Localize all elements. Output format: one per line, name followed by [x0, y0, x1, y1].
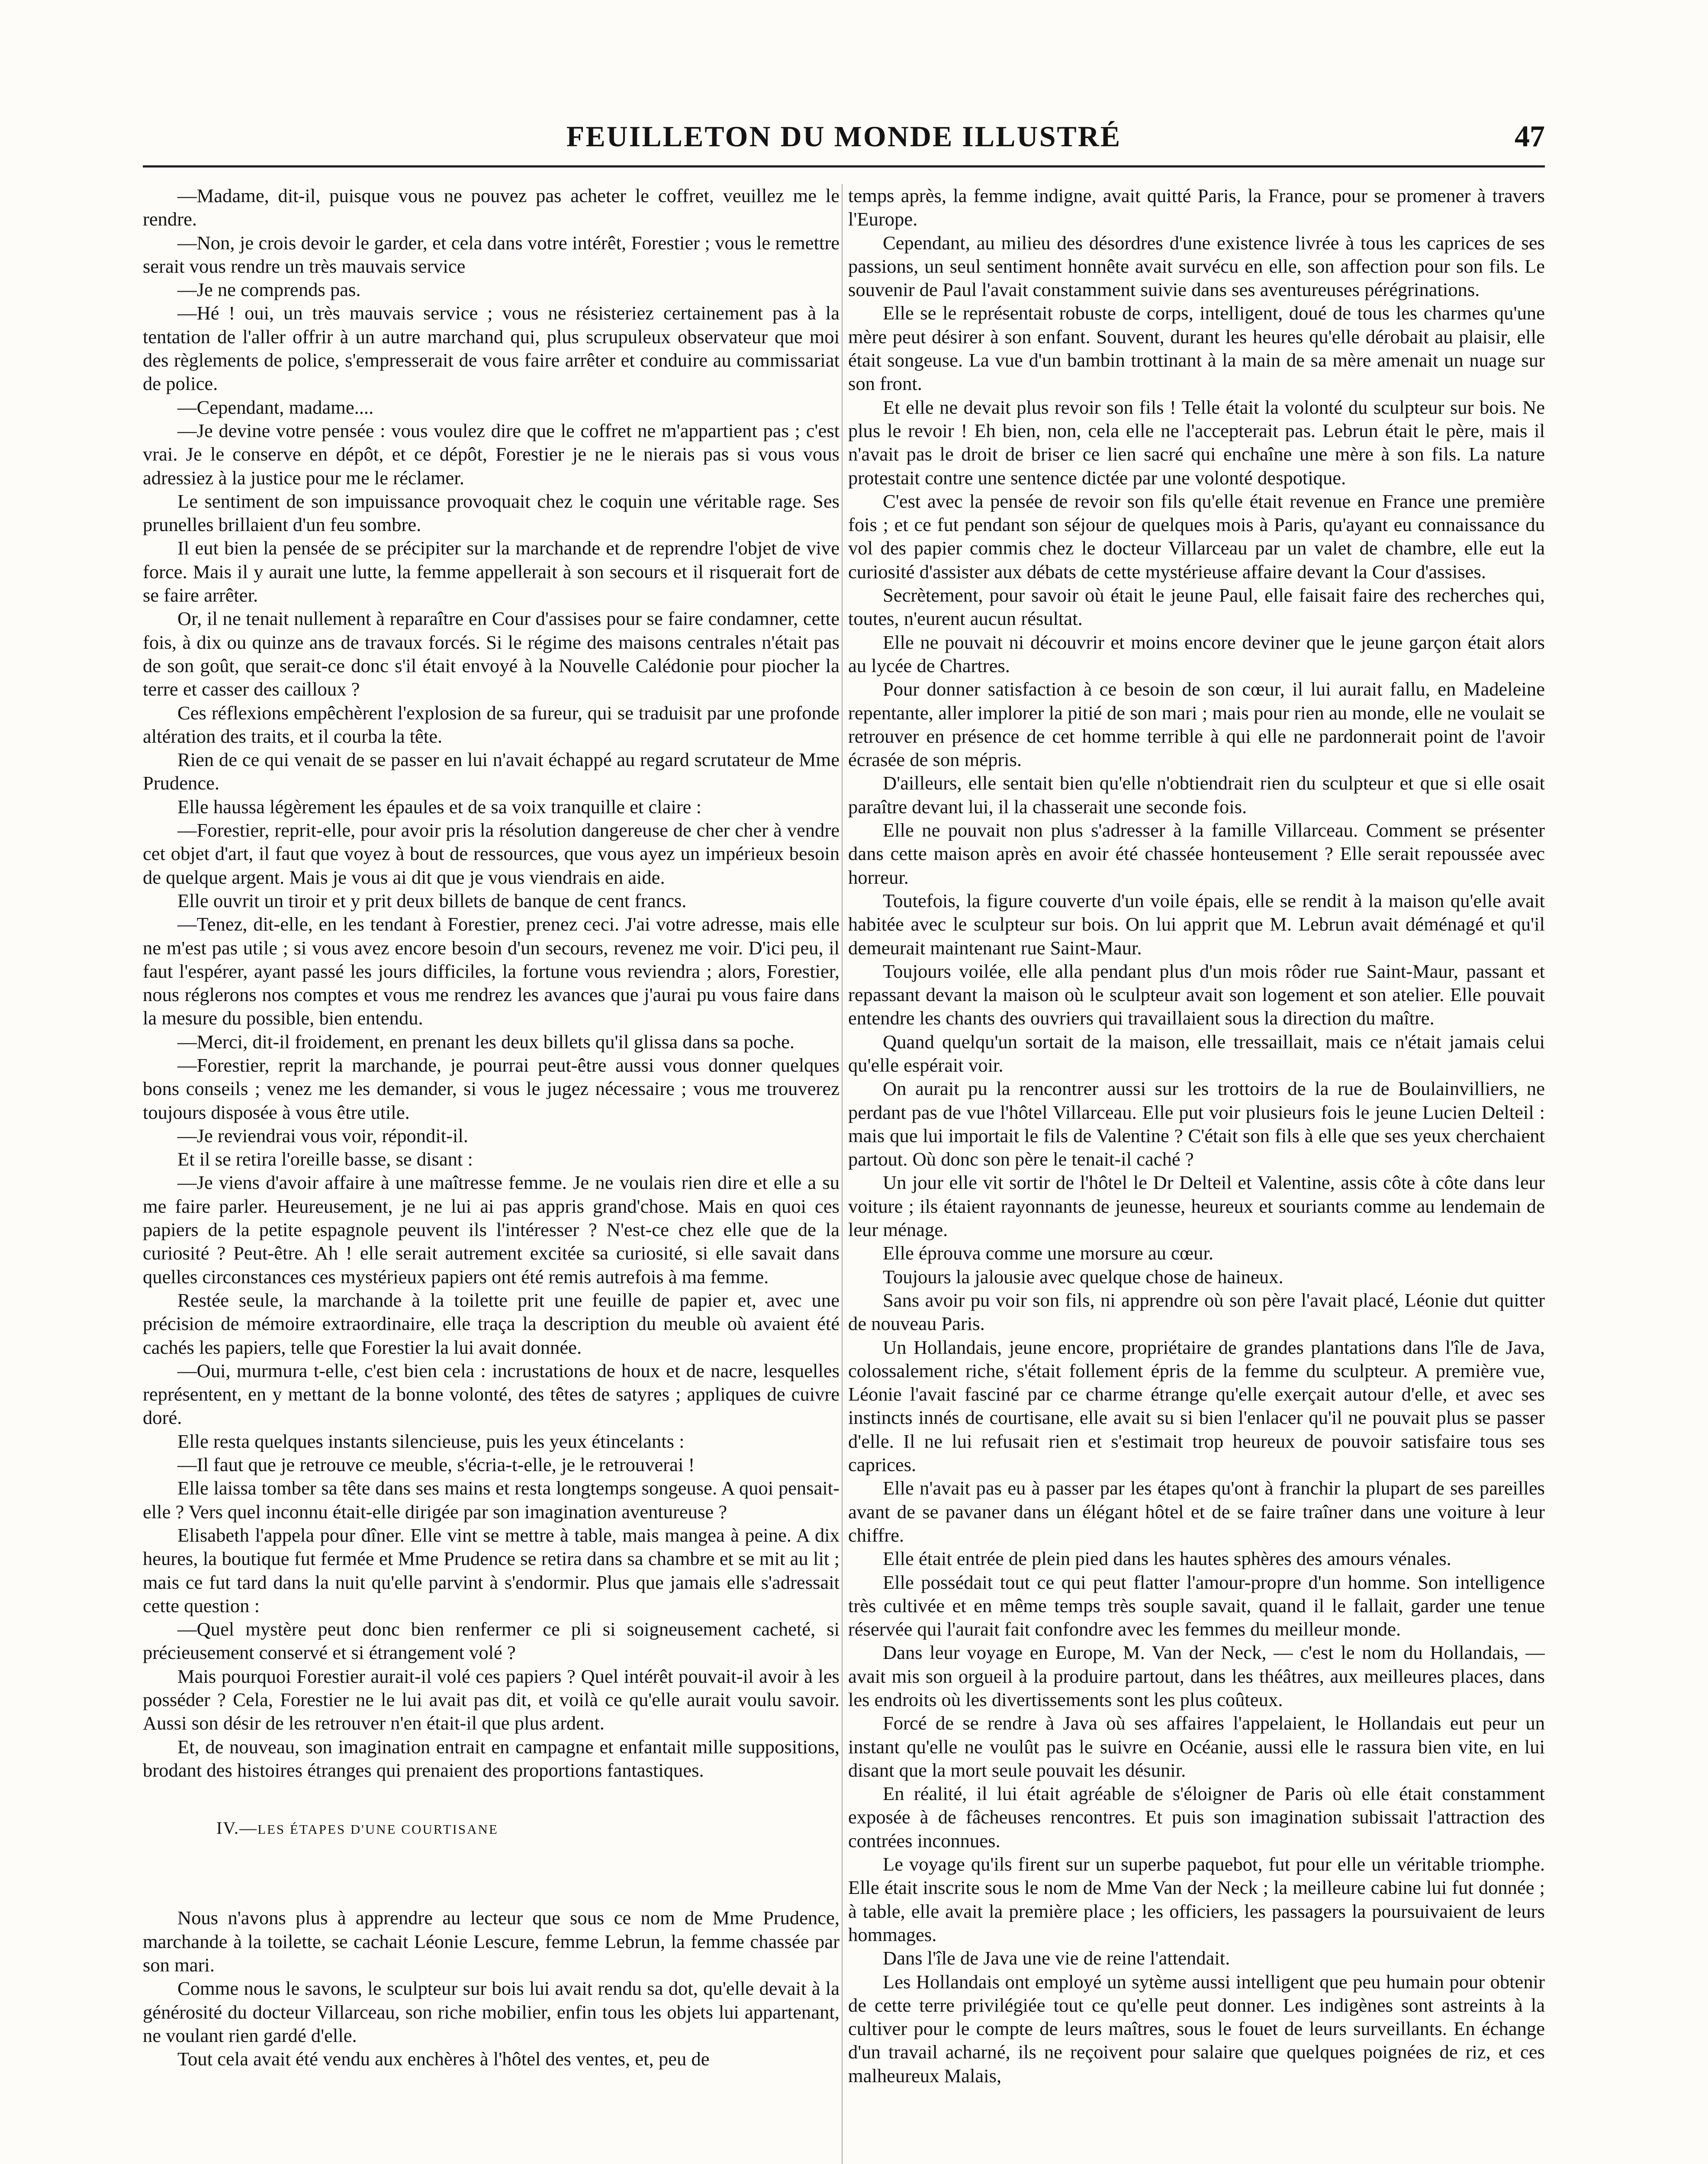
paragraph: —Je reviendrai vous voir, répondit-il. — [177, 1124, 468, 1146]
column-divider — [842, 184, 843, 2164]
paragraph: —Je devine votre pensée : vous voulez dire que le coffret ne m'appartient pas ; c'est vrai. Je le conserve en dépôt, et ce dépôt, Forestier je ne le nierais pas si vous vous adressiez à la justice pour me le réclamer. — [143, 419, 840, 489]
paragraph: Quand quelqu'un sortait de la maison, elle tressaillait, mais ce n'était jamais celui qu'elle espérait voir. — [848, 1030, 1545, 1076]
paragraph: Sans avoir pu voir son fils, ni apprendre où son père l'avait placé, Léonie dut quitter de nouveau Paris. — [848, 1289, 1545, 1335]
paragraph: Elle était entrée de plein pied dans les hautes sphères des amours vénales. — [883, 1548, 1451, 1570]
paragraph: Toujours voilée, elle alla pendant plus d'un mois rôder rue Saint-Maur, passant et repassant devant la maison où le sculpteur avait son logement et son atelier. Elle pouvait entendre les chants des ouvriers qui travaillaient sous la direction du maître. — [848, 960, 1545, 1029]
paragraph: —Hé ! oui, un très mauvais service ; vous ne résisteriez certainement pas à la tentation de l'aller offrir à un autre marchand qui, plus scrupuleux observateur que moi des règlements de police, s'empresserait de vous faire arrêter et conduire au commissariat de police. — [143, 302, 840, 395]
paragraph: Elle éprouva comme une morsure au cœur. — [883, 1242, 1214, 1264]
paragraph: —Forestier, reprit-elle, pour avoir pris la résolution dangereuse de cher cher à vendre cet objet d'art, il faut que voyez à bout de ressources, que vous ayez un impérieux besoin de quelque argent. Mais je vous ai dit que je vous viendrais en aide. — [143, 819, 840, 888]
paragraph: Tout cela avait été vendu aux enchères à l'hôtel des ventes, et, peu de — [177, 2048, 710, 2070]
right-column-text — [848, 231, 1545, 2087]
paragraph: Un Hollandais, jeune encore, propriétaire de grandes plantations dans l'île de Java, colossalement riche, s'était follement épris de la femme du sculpteur. A première vue, Léonie l'avait fasciné par ce charme étrange qu'elle exerçait autour d'elle, et avec ses instincts innés de courtisane, elle avait su si bien l'enlacer qu'il ne pouvait plus se passer d'elle. Il ne lui refusait rien et s'estimait trop heureux de pouvoir satisfaire tous ses caprices. — [848, 1336, 1545, 1476]
paragraph: Le sentiment de son impuissance provoquait chez le coquin une véritable rage. Ses prunelles brillaient d'un feu sombre. — [143, 490, 840, 536]
page-number: 47 — [1515, 120, 1545, 153]
paragraph: Elle n'avait pas eu à passer par les étapes qu'ont à franchir la plupart de ses pareilles avant de se pavaner dans un élégant hôtel et de se faire traîner dans une voiture à leur chiffre. — [848, 1477, 1545, 1546]
paragraph: —Forestier, reprit la marchande, je pourrai peut-être aussi vous donner quelques bons conseils ; venez me les demander, si vous le jugez nécessaire ; vous me trouverez toujours disposée à vous être utile. — [143, 1054, 840, 1123]
paragraph: Elle ouvrit un tiroir et y prit deux billets de banque de cent francs. — [177, 889, 687, 911]
paragraph: Elle se le représentait robuste de corps, intelligent, doué de tous les charmes qu'une mère peut désirer à son enfant. Souvent, durant les heures qu'elle dérobait au plaisir, elle était songeuse. La vue d'un bambin trottinant à la main de sa mère amenait un nuage sur son front. — [848, 302, 1545, 395]
paragraph: Dans leur voyage en Europe, M. Van der Neck, — c'est le nom du Hollandais, — avait mis son orgueil à la produire partout, dans les théâtres, aux meilleures places, dans les endroits où les divertissements sont les plus coûteux. — [848, 1642, 1545, 1710]
paragraph: —Tenez, dit-elle, en les tendant à Forestier, prenez ceci. J'ai votre adresse, mais elle ne m'est pas utile ; si vous avez encore besoin d'un secours, revenez me voir. D'ici peu, il faut l'espérer, ayant passé les jours difficiles, la fortune vous reviendra ; alors, Forestier, nous réglerons nos comptes et vous me rendrez les avances que j'aurai pu vous faire dans la mesure du possible, bien entendu. — [143, 913, 840, 1029]
paragraph: Elle possédait tout ce qui peut flatter l'amour-propre d'un homme. Son intelligence très cultivée et en même temps très souple savait, quand il le fallait, garder une tenue réservée qui l'aurait fait confondre avec les femmes du meilleur monde. — [848, 1571, 1545, 1640]
right-column — [848, 184, 1545, 2164]
paragraph: Elisabeth l'appela pour dîner. Elle vint se mettre à table, mais mangea à peine. A dix heures, la boutique fut fermée et Mme Prudence se retira dans sa chambre et se mit au lit ; mais ce fut tard dans la nuit qu'elle parvint à s'endormir. Plus que jamais elle s'adressait cette question : — [143, 1524, 840, 1617]
paragraph: D'ailleurs, elle sentait bien qu'elle n'obtiendrait rien du sculpteur et que si elle osait paraître devant lui, il la chasserait une seconde fois. — [848, 772, 1545, 818]
paragraph: C'est avec la pensée de revoir son fils qu'elle était revenue en France une première fois ; et ce fut pendant son séjour de quelques mois à Paris, qu'ayant eu connaissance du vol des papier commis chez le docteur Villarceau par un valet de chambre, elle eut la curiosité d'assister aux débats de cette mystérieuse affaire devant la Cour d'assises. — [848, 490, 1545, 583]
paragraph: —Je viens d'avoir affaire à une maîtresse femme. Je ne voulais rien dire et elle a su me faire parler. Heureusement, je ne lui ai pas appris grand'chose. Mais en quoi ces papiers de la petite espagnole peuvent ils l'intéresser ? N'est-ce chez elle que de la curiosité ? Peut-être. Ah ! elle serait autrement excitée sa curiosité, si elle savait dans quelles circonstances ces mystérieux papiers ont été remis autrefois à ma femme. — [143, 1172, 840, 1288]
paragraph: Elle ne pouvait ni découvrir et moins encore deviner que le jeune garçon était alors au lycée de Chartres. — [848, 631, 1545, 676]
paragraph: Il eut bien la pensée de se précipiter sur la marchande et de reprendre l'objet de vive force. Mais il y aurait une lutte, la femme appellerait à son secours et il risquerait fort de se faire arrêter. — [143, 537, 840, 606]
page-header-title: FEUILLETON DU MONDE ILLUSTRÉ — [566, 120, 1122, 153]
paragraph: Elle resta quelques instants silencieuse, puis les yeux étincelants : — [177, 1430, 685, 1452]
paragraph: Forcé de se rendre à Java où ses affaires l'appelaient, le Hollandais eut peur un instant qu'elle ne voulût pas le suivre en Océanie, aussi elle le rassura bien vite, en lui disant que la mort seule pouvait les désunir. — [848, 1712, 1545, 1781]
paragraph: Elle haussa légèrement les épaules et de sa voix tranquille et claire : — [177, 795, 701, 818]
paragraph: On aurait pu la rencontrer aussi sur les trottoirs de la rue de Boulainvilliers, ne perdant pas de vue l'hôtel Villarceau. Elle put voir plusieurs fois le jeune Lucien Delteil : mais que lui importait le fils de Valentine ? C'était son fils à elle que ses yeux cherchaient partout. Où donc son père le tenait-il caché ? — [848, 1078, 1545, 1170]
paragraph: Restée seule, la marchande à la toilette prit une feuille de papier et, avec une précision de mémoire extraordinaire, elle traça la description du meuble où avaient été cachés les papiers, telle que Forestier la lui avait donnée. — [143, 1289, 840, 1358]
paragraph: Comme nous le savons, le sculpteur sur bois lui avait rendu sa dot, qu'elle devait à la générosité du docteur Villarceau, son riche mobilier, enfin tous les objets lui appartenant, ne voulant rien gardé d'elle. — [143, 1977, 840, 2046]
paragraph: —Quel mystère peut donc bien renfermer ce pli si soigneusement cacheté, si précieusement conservé et si étrangement volé ? — [143, 1618, 840, 1664]
paragraph: Et, de nouveau, son imagination entrait en campagne et enfantait mille suppositions, brodant des histoires étranges qui prenaient des proportions fantastiques. — [143, 1736, 840, 1781]
paragraph: Et il se retira l'oreille basse, se disant : — [177, 1148, 473, 1170]
paragraph: Elle laissa tomber sa tête dans ses mains et resta longtemps songeuse. A quoi pensait-elle ? Vers quel inconnu était-elle dirigée par son imagination aventureuse ? — [143, 1477, 840, 1523]
paragraph: —Merci, dit-il froidement, en prenant les deux billets qu'il glissa dans sa poche. — [177, 1030, 795, 1053]
paragraph: Rien de ce qui venait de se passer en lui n'avait échappé au regard scrutateur de Mme Prudence. — [143, 749, 840, 794]
paragraph: Or, il ne tenait nullement à reparaître en Cour d'assises pour se faire condamner, cette fois, à dix ou quinze ans de travaux forcés. Si le régime des maisons centrales n'était pas de son goût, que serait-ce donc s'il était envoyé à la Nouvelle Calédonie pour piocher la terre et casser des cailloux ? — [143, 608, 840, 700]
paragraph: —Je ne comprends pas. — [177, 279, 361, 301]
paragraph: —Non, je crois devoir le garder, et cela dans votre intérêt, Forestier ; vous le remettre serait vous rendre un très mauvais service — [143, 232, 840, 277]
paragraph: —Cependant, madame.... — [177, 396, 374, 418]
paragraph: Ces réflexions empêchèrent l'explosion de sa fureur, qui se traduisit par une profonde altération des traits, et il courba la tête. — [143, 702, 840, 747]
paragraph: Secrètement, pour savoir où était le jeune Paul, elle faisait faire des recherches qui, toutes, n'eurent aucun résultat. — [848, 584, 1545, 630]
paragraph: Toujours la jalousie avec quelque chose de haineux. — [883, 1266, 1283, 1288]
section-heading — [143, 1816, 840, 1841]
paragraph: Pour donner satisfaction à ce besoin de son cœur, il lui aurait fallu, en Madeleine repentante, aller implorer la pitié de son mari ; mais pour rien au monde, elle ne voulait se retrouver en présence de cet homme terrible à qui elle ne pardonnerait point de l'avoir écrasée de son mépris. — [848, 678, 1545, 771]
left-column-text-after — [143, 1906, 840, 2071]
paragraph: Elle ne pouvait non plus s'adresser à la famille Villarceau. Comment se présenter dans cette maison après en avoir été chassée honteusement ? Elle serait repoussée avec horreur. — [848, 819, 1545, 888]
paragraph: Cependant, au milieu des désordres d'une existence livrée à tous les caprices de ses passions, un seul sentiment honnête avait survécu en elle, son affection pour son fils. Le souvenir de Paul l'avait constamment suivie dans ses aventureuses pérégrinations. — [848, 232, 1545, 301]
paragraph: —Oui, murmura t-elle, c'est bien cela : incrustations de houx et de nacre, lesquelles représentent, en y mettant de la bonne volonté, des têtes de satyres ; appliques de cuivre doré. — [143, 1359, 840, 1429]
paragraph: Et elle ne devait plus revoir son fils ! Telle était la volonté du sculpteur sur bois. Ne plus le revoir ! Eh bien, non, cela elle ne l'accepterait pas. Lebrun était le père, mais il n'avait pas le droit de briser ce lien sacré qui enchaîne une mère à son fils. La nature protestait contre une sentence dictée par une volonté despotique. — [848, 396, 1545, 489]
paragraph: —Madame, dit-il, puisque vous ne pouvez pas acheter le coffret, veuillez me le rendre. — [143, 185, 840, 230]
paragraph: Les Hollandais ont employé un sytème aussi intelligent que peu humain pour obtenir de cette terre privilégiée tout ce qu'elle peut donner. Les indigènes sont astreints à la cultiver pour le compte de leurs maîtres, sous le fouet de leurs surveillants. En échange d'un travail acharné, ils ne reçoivent pour salaire que quelques poignées de riz, et ces malheureux Malais, — [848, 1971, 1545, 2087]
paragraph: Mais pourquoi Forestier aurait-il volé ces papiers ? Quel intérêt pouvait-il avoir à les posséder ? Cela, Forestier ne le lui avait pas dit, et voilà ce qu'elle aurait voulu savoir. Aussi son désir de les retrouver n'en était-il que plus ardent. — [143, 1665, 840, 1734]
continued-paragraph: temps après, la femme indigne, avait quitté Paris, la France, pour se promener à travers l'Europe. — [848, 185, 1545, 230]
paragraph: Toutefois, la figure couverte d'un voile épais, elle se rendit à la maison qu'elle avait habitée avec le sculpteur sur bois. On lui apprit que M. Lebrun avait déménagé et qu'il demeurait maintenant rue Saint-Maur. — [848, 889, 1545, 959]
paragraph: Un jour elle vit sortir de l'hôtel le Dr Delteil et Valentine, assis côte à côte dans leur voiture ; ils étaient rayonnants de jeunesse, heureux et souriants comme au lendemain de leur ménage. — [848, 1172, 1545, 1241]
paragraph: —Il faut que je retrouve ce meuble, s'écria-t-elle, je le retrouverai ! — [177, 1454, 695, 1476]
paragraph: Le voyage qu'ils firent sur un superbe paquebot, fut pour elle un véritable triomphe. Elle était inscrite sous le nom de Mme Van der Neck ; la meilleure cabine lui fut donnée ; à table, elle avait la première place ; les officiers, les passagers la poursuivaient de leurs hommages. — [848, 1853, 1545, 1945]
paragraph: Dans l'île de Java une vie de reine l'attendait. — [883, 1947, 1230, 1969]
left-column-text-before — [143, 184, 840, 1782]
paragraph: En réalité, il lui était agréable de s'éloigner de Paris où elle était constamment exposée à de fâcheuses rencontres. Et puis son imagination subissait l'attraction des contrées inconnues. — [848, 1783, 1545, 1852]
section-number: IV.— — [216, 1818, 258, 1838]
paragraph: Nous n'avons plus à apprendre au lecteur que sous ce nom de Mme Prudence, marchande à la toilette, se cachait Léonie Lescure, femme Lebrun, la femme chassée par son mari. — [143, 1907, 840, 1976]
section-title: LES ÉTAPES D'UNE COURTISANE — [257, 1822, 499, 1837]
page-header — [143, 113, 1545, 167]
left-column — [143, 184, 840, 2164]
